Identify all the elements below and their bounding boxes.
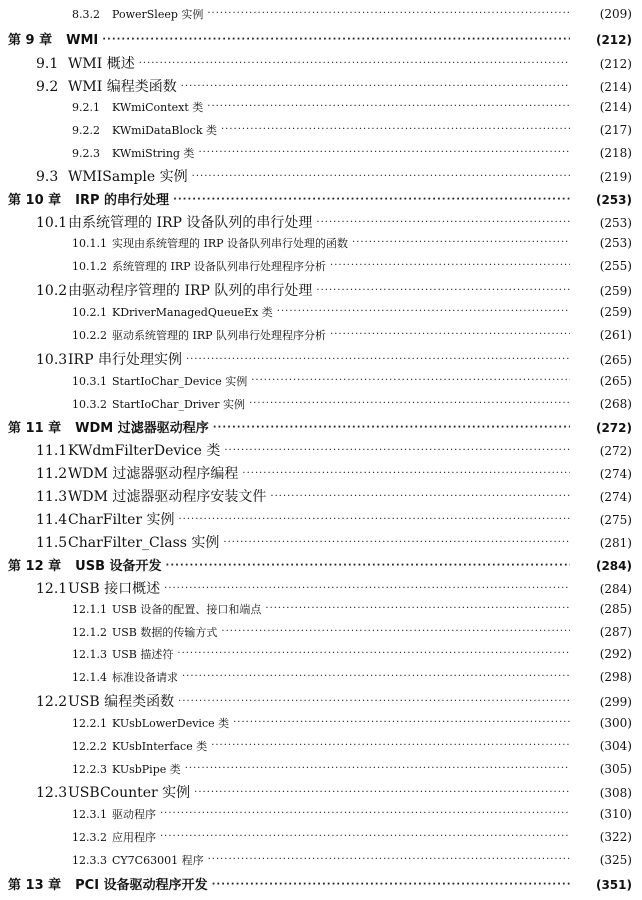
entry-page: (217)	[599, 123, 632, 137]
section-number: 9.1	[36, 56, 59, 72]
chapter-number: 第 9 章	[8, 33, 53, 48]
section-title: USB 接口概述	[68, 581, 161, 597]
toc-section	[0, 782, 642, 802]
chapter-title: IRP 的串行处理	[75, 193, 170, 208]
entry-page: (287)	[599, 625, 632, 639]
entry-page: (304)	[599, 739, 632, 753]
entry-title: KWmiDataBlock 类	[112, 124, 217, 137]
entry-number: 12.2.1	[72, 717, 107, 730]
entry-page: (209)	[599, 7, 632, 21]
toc-entry	[0, 304, 642, 320]
toc-chapter	[0, 417, 642, 436]
toc-entry	[0, 601, 642, 617]
dot-leader	[224, 445, 570, 456]
dot-leader	[223, 537, 570, 548]
section-title: 由驱动程序管理的 IRP 队列的串行处理	[68, 283, 313, 299]
entry-number: 12.1.3	[72, 648, 107, 661]
dot-leader	[166, 560, 570, 571]
dot-leader	[221, 626, 570, 637]
entry-number: 12.1.4	[72, 671, 107, 684]
entry-page: (351)	[595, 878, 632, 892]
dot-leader	[208, 854, 570, 865]
entry-title: 标准设备请求	[112, 671, 178, 684]
chapter-title: WDM 过滤器驱动程序	[75, 421, 209, 436]
chapter-title: WMI	[66, 33, 99, 48]
entry-title: KDriverManagedQueueEx 类	[112, 306, 273, 319]
toc-entry	[0, 327, 642, 343]
dot-leader	[221, 124, 570, 135]
entry-page: (212)	[595, 33, 632, 47]
entry-page: (284)	[599, 582, 632, 596]
dot-leader	[186, 354, 570, 365]
toc-entry	[0, 761, 642, 777]
entry-number: 12.1.1	[72, 603, 107, 616]
dot-leader	[207, 8, 570, 19]
entry-page: (219)	[599, 170, 632, 184]
toc-section	[0, 212, 642, 232]
toc-entry	[0, 396, 642, 412]
dot-leader	[251, 375, 570, 386]
entry-page: (325)	[599, 853, 632, 867]
entry-page: (281)	[599, 536, 632, 550]
entry-page: (305)	[599, 762, 632, 776]
dot-leader	[181, 81, 570, 92]
entry-page: (253)	[595, 193, 632, 207]
dot-leader	[213, 422, 570, 433]
entry-page: (218)	[599, 146, 632, 160]
entry-title: KUsbPipe 类	[112, 763, 181, 776]
entry-page: (285)	[599, 602, 632, 616]
toc-section	[0, 578, 642, 598]
section-number: 10.1	[36, 215, 68, 231]
toc-section	[0, 532, 642, 552]
entry-page: (259)	[599, 305, 632, 319]
section-number: 10.3	[36, 352, 68, 368]
section-number: 9.3	[36, 169, 59, 185]
toc-entry	[0, 646, 642, 662]
entry-number: 12.3.3	[72, 854, 107, 867]
entry-page: (253)	[599, 216, 632, 230]
entry-page: (292)	[599, 647, 632, 661]
toc-section	[0, 166, 642, 186]
dot-leader	[316, 217, 570, 228]
entry-number: 12.2.3	[72, 763, 107, 776]
entry-page: (265)	[599, 374, 632, 388]
entry-title: 应用程序	[112, 831, 156, 844]
entry-page: (259)	[599, 284, 632, 298]
toc-section	[0, 349, 642, 369]
dot-leader	[102, 34, 570, 45]
entry-title: 驱动程序	[112, 808, 156, 821]
entry-page: (272)	[599, 444, 632, 458]
section-title: WDM 过滤器驱动程序安装文件	[68, 489, 267, 505]
entry-title: 实现由系统管理的 IRP 设备队列串行处理的函数	[112, 237, 349, 250]
entry-title: USB 描述符	[112, 648, 174, 661]
entry-page: (300)	[599, 716, 632, 730]
entry-number: 10.1.1	[72, 237, 107, 250]
entry-number: 12.3.1	[72, 808, 107, 821]
section-number: 11.2	[36, 466, 68, 482]
section-number: 11.5	[36, 535, 68, 551]
entry-title: USB 设备的配置、接口和端点	[112, 603, 262, 616]
entry-page: (322)	[599, 830, 632, 844]
entry-number: 10.2.1	[72, 306, 107, 319]
section-number: 11.1	[36, 443, 68, 459]
section-title: WMI 编程类函数	[68, 79, 177, 95]
entry-number: 10.2.2	[72, 329, 107, 342]
entry-title: PowerSleep 实例	[112, 8, 204, 21]
chapter-number: 第 10 章	[8, 193, 62, 208]
section-number: 10.2	[36, 283, 68, 299]
entry-page: (272)	[595, 421, 632, 435]
entry-title: 系统管理的 IRP 设备队列串行处理程序分析	[112, 260, 327, 273]
chapter-number: 第 13 章	[8, 878, 62, 893]
entry-page: (275)	[599, 513, 632, 527]
toc-section	[0, 486, 642, 506]
toc-entry	[0, 235, 642, 251]
dot-leader	[270, 491, 570, 502]
dot-leader	[192, 171, 570, 182]
toc-entry	[0, 738, 642, 754]
chapter-number: 第 11 章	[8, 421, 62, 436]
dot-leader	[160, 831, 570, 842]
dot-leader	[242, 468, 570, 479]
dot-leader	[233, 717, 570, 728]
entry-number: 12.1.2	[72, 626, 107, 639]
dot-leader	[139, 58, 570, 69]
entry-page: (214)	[599, 80, 632, 94]
entry-title: KWmiContext 类	[112, 101, 204, 114]
entry-number: 10.3.2	[72, 398, 107, 411]
entry-page: (308)	[599, 786, 632, 800]
section-title: USBCounter 实例	[68, 785, 191, 801]
toc-section	[0, 280, 642, 300]
toc-section	[0, 691, 642, 711]
entry-title: KWmiString 类	[112, 147, 195, 160]
dot-leader	[194, 787, 570, 798]
section-number: 11.4	[36, 512, 68, 528]
entry-number: 9.2.3	[72, 147, 100, 160]
entry-number: 9.2.1	[72, 101, 100, 114]
section-title: WDM 过滤器驱动程序编程	[68, 466, 239, 482]
entry-page: (255)	[599, 259, 632, 273]
dot-leader	[352, 237, 570, 248]
entry-page: (265)	[599, 353, 632, 367]
dot-leader	[265, 603, 570, 614]
entry-title: KUsbInterface 类	[112, 740, 208, 753]
chapter-title: USB 设备开发	[75, 559, 162, 574]
toc-section	[0, 440, 642, 460]
toc-entry	[0, 145, 642, 161]
entry-number: 9.2.2	[72, 124, 100, 137]
entry-number: 12.2.2	[72, 740, 107, 753]
toc-entry	[0, 715, 642, 731]
toc-chapter	[0, 874, 642, 893]
dot-leader	[177, 648, 570, 659]
dot-leader	[330, 329, 570, 340]
toc-chapter	[0, 555, 642, 574]
dot-leader	[164, 583, 570, 594]
toc-entry	[0, 806, 642, 822]
dot-leader	[277, 306, 570, 317]
section-title: KWdmFilterDevice 类	[68, 443, 221, 459]
toc-entry	[0, 99, 642, 115]
chapter-number: 第 12 章	[8, 559, 62, 574]
toc-entry	[0, 373, 642, 389]
entry-number: 8.3.2	[72, 8, 100, 21]
dot-leader	[207, 101, 570, 112]
entry-title: CY7C63001 程序	[112, 854, 204, 867]
dot-leader	[160, 808, 570, 819]
toc-entry	[0, 829, 642, 845]
dot-leader	[212, 879, 570, 890]
entry-page: (214)	[599, 100, 632, 114]
dot-leader	[198, 147, 570, 158]
entry-page: (268)	[599, 397, 632, 411]
entry-number: 10.1.2	[72, 260, 107, 273]
section-number: 12.1	[36, 581, 68, 597]
dot-leader	[173, 194, 570, 205]
section-number: 9.2	[36, 79, 59, 95]
entry-title: StartIoChar_Device 实例	[112, 375, 248, 388]
section-number: 11.3	[36, 489, 68, 505]
toc-entry	[0, 122, 642, 138]
entry-page: (310)	[599, 807, 632, 821]
toc-section	[0, 76, 642, 96]
toc-entry	[0, 258, 642, 274]
dot-leader	[182, 671, 570, 682]
dot-leader	[249, 398, 570, 409]
toc-section	[0, 53, 642, 73]
entry-page: (274)	[599, 467, 632, 481]
entry-page: (253)	[599, 236, 632, 250]
dot-leader	[330, 260, 570, 271]
toc-entry	[0, 624, 642, 640]
dot-leader	[179, 514, 571, 525]
entry-number: 12.3.2	[72, 831, 107, 844]
section-title: CharFilter 实例	[68, 512, 175, 528]
toc-chapter	[0, 29, 642, 48]
entry-page: (274)	[599, 490, 632, 504]
dot-leader	[178, 696, 570, 707]
section-number: 12.3	[36, 785, 68, 801]
entry-number: 10.3.1	[72, 375, 107, 388]
section-title: 由系统管理的 IRP 设备队列的串行处理	[68, 215, 313, 231]
section-number: 12.2	[36, 694, 68, 710]
dot-leader	[316, 285, 570, 296]
dot-leader	[185, 763, 570, 774]
entry-page: (298)	[599, 670, 632, 684]
toc-entry	[0, 6, 642, 22]
section-title: CharFilter_Class 实例	[68, 535, 220, 551]
toc-section	[0, 509, 642, 529]
section-title: WMI 概述	[68, 56, 135, 72]
entry-page: (212)	[599, 57, 632, 71]
entry-title: StartIoChar_Driver 实例	[112, 398, 246, 411]
entry-title: KUsbLowerDevice 类	[112, 717, 230, 730]
entry-page: (299)	[599, 695, 632, 709]
toc-entry	[0, 669, 642, 685]
chapter-title: PCI 设备驱动程序开发	[75, 878, 208, 893]
dot-leader	[211, 740, 570, 751]
toc-entry	[0, 852, 642, 868]
entry-title: 驱动系统管理的 IRP 队列串行处理程序分析	[112, 329, 327, 342]
section-title: WMISample 实例	[68, 169, 188, 185]
entry-page: (261)	[599, 328, 632, 342]
entry-title: USB 数据的传输方式	[112, 626, 218, 639]
toc-chapter	[0, 189, 642, 208]
section-title: IRP 串行处理实例	[68, 352, 182, 368]
entry-page: (284)	[595, 559, 632, 573]
toc-section	[0, 463, 642, 483]
section-title: USB 编程类函数	[68, 694, 175, 710]
